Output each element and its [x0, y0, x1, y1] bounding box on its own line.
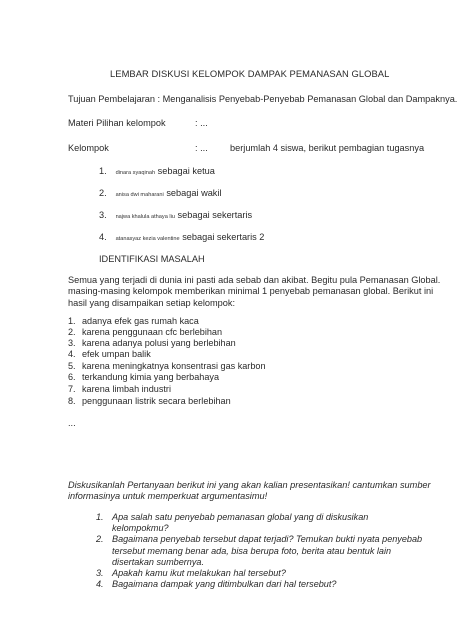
question-number: 4.	[96, 579, 104, 590]
member-row	[99, 166, 215, 179]
question-item	[96, 512, 426, 534]
document-title: LEMBAR DISKUSI KELOMPOK DAMPAK PEMANASAN GLOBAL	[110, 68, 390, 79]
member-name: anisa dwi maharani	[115, 192, 164, 198]
discussion-instruction: Diskusikanlah Pertanyaan berikut ini yang akan kalian presentasikan! cantumkan sumber informasinya untuk memperkuat argumentasimu!	[68, 480, 431, 502]
cause-text: adanya efek gas rumah kaca	[82, 316, 199, 326]
question-text: Bagaimana dampak yang ditimbulkan dari hal tersebut?	[112, 579, 337, 590]
member-number: 1.	[99, 166, 107, 176]
question-number: 2.	[96, 534, 104, 545]
cause-item	[68, 316, 199, 327]
cause-item	[68, 361, 266, 372]
cause-text: karena penggunaan cfc berlebihan	[82, 327, 223, 337]
question-item	[96, 579, 426, 590]
member-number: 4.	[99, 232, 107, 242]
cause-item	[68, 349, 151, 360]
member-number: 3.	[99, 210, 107, 220]
cause-number: 6.	[68, 372, 76, 382]
cause-text: terkandung kimia yang berbahaya	[82, 372, 220, 382]
member-row	[99, 210, 252, 223]
cause-text: karena limbah industri	[82, 384, 171, 394]
ellipsis: ...	[68, 418, 76, 428]
cause-number: 4.	[68, 349, 76, 359]
kelompok-value: : ...	[195, 143, 208, 153]
question-number: 1.	[96, 512, 104, 522]
member-row	[99, 188, 222, 201]
identifikasi-heading: IDENTIFIKASI MASALAH	[99, 254, 205, 264]
question-list	[96, 512, 426, 590]
cause-number: 5.	[68, 361, 76, 371]
cause-item	[68, 372, 219, 383]
cause-number: 8.	[68, 396, 76, 406]
question-text: Bagaimana penyebab tersebut dapat terjadi? Temukan bukti nyata penyebab tersebut memang benar ada, bisa berupa foto, berita atau bentuk lain disertakan sumbernya.	[112, 534, 423, 567]
question-item	[96, 568, 426, 579]
cause-text: karena meningkatnya konsentrasi gas karbon	[82, 361, 266, 371]
member-row	[99, 232, 264, 245]
materi-value: : ...	[195, 118, 208, 128]
member-number: 2.	[99, 188, 107, 198]
question-item	[96, 534, 426, 568]
member-role: sebagai ketua	[157, 166, 215, 176]
question-text: Apakah kamu ikut melakukan hal tersebut?	[112, 568, 286, 579]
cause-item	[68, 396, 231, 407]
cause-text: efek umpan balik	[82, 349, 151, 359]
member-name: atanasyaz kezia valentine	[115, 236, 180, 242]
question-text: Apa salah satu penyebab pemanasan global yang di diskusikan kelompokmu?	[112, 512, 369, 534]
question-number: 3.	[96, 568, 104, 579]
member-name: najwa khalula athaya liu	[115, 214, 175, 220]
identifikasi-paragraph: Semua yang terjadi di dunia ini pasti ada sebab dan akibat. Begitu pula Pemanasan Global. masing-masing kelompok memberikan minimal 1 penyebab pemanasan global. Berikut ini hasil yang disampaikan setiap kelompok:	[68, 275, 441, 308]
kelompok-description: berjumlah 4 siswa, berikut pembagian tugasnya	[230, 143, 425, 153]
cause-number: 3.	[68, 338, 76, 348]
cause-item	[68, 338, 236, 349]
member-role: sebagai sekertaris	[177, 210, 253, 220]
materi-label: Materi Pilihan kelompok	[68, 118, 166, 128]
member-name: dinara syaqinah	[115, 170, 156, 176]
cause-text: penggunaan listrik secara berlebihan	[82, 396, 231, 406]
cause-number: 7.	[68, 384, 76, 394]
cause-number: 1.	[68, 316, 76, 326]
cause-item	[68, 327, 222, 338]
member-role: sebagai wakil	[166, 188, 222, 198]
cause-text: karena adanya polusi yang berlebihan	[82, 338, 236, 348]
cause-number: 2.	[68, 327, 76, 337]
cause-item	[68, 384, 171, 395]
member-role: sebagai sekertaris 2	[182, 232, 265, 242]
learning-objective: Tujuan Pembelajaran : Menganalisis Penyebab-Penyebab Pemanasan Global dan Dampaknya.	[68, 94, 458, 104]
kelompok-label: Kelompok	[68, 143, 109, 153]
